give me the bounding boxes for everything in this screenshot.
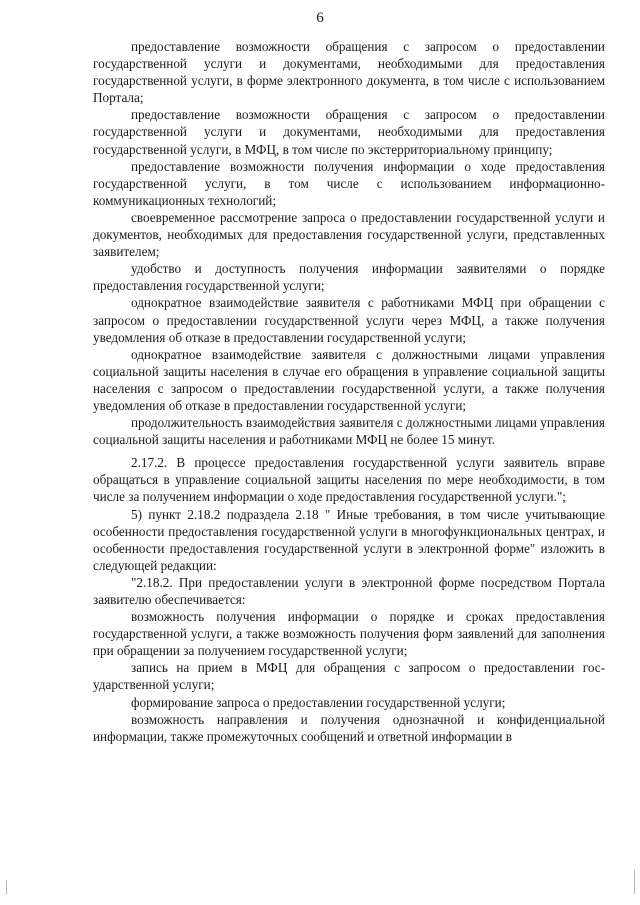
paragraph: продолжительность взаимодействия заявителя с должностными лицами управления социальной защиты населения и работниками МФЦ не более 15 минут. xyxy=(93,415,605,448)
scan-edge-mark xyxy=(634,870,635,894)
page-number: 6 xyxy=(316,10,324,26)
paragraph: 2.17.2. В процессе предоставления государственной услуги заявитель вправе обращаться в управление социальной защиты населения по мере необходимости, в том числе за получением информации о ходе предоставления государственной услуги."; xyxy=(93,455,605,505)
paragraph: удобство и доступность получения информации заявителями о порядке предоставления государственной услуги; xyxy=(93,261,605,294)
paragraph: возможность получения информации о порядке и сроках предоставления государственной услуги, а также возможность получения форм заявлений для заполнения при обращении за получением государственной услуги; xyxy=(93,609,605,659)
paragraph: однократное взаимодействие заявителя с должностными лицами управления социальной защиты населения в случае его обращения в управление социальной защиты населения с запросом о предоставлении государственной услуги, а также получения уведомления об отказе в предоставлении государственной услуги; xyxy=(93,346,605,413)
paragraph: возможность направления и получения однозначной и конфиденциальной информации, также промежуточных сообщений и ответной информации в xyxy=(93,711,605,744)
paragraph: предоставление возможности получения информации о ходе предоставления государственной услуги, в том числе с использованием информационно-коммуникационных технологий; xyxy=(93,158,605,208)
paragraph: предоставление возможности обращения с запросом о предоставлении государственной услуги и документами, необходимыми для предоставления государственной услуги, в форме электронного документа, в том числе с использованием Портала; xyxy=(93,39,605,106)
scan-edge-mark xyxy=(6,880,7,894)
paragraph: однократное взаимодействие заявителя с работниками МФЦ при обращении с запросом о предоставлении государственной услуги через МФЦ, а также получения уведомления об отказе в предоставлении государственной услуги; xyxy=(93,295,605,345)
paragraph: "2.18.2. При предоставлении услуги в электронной форме посредством Портала заявителю обеспечивается: xyxy=(93,574,605,607)
paragraph: формирование запроса о предоставлении государственной услуги; xyxy=(131,694,506,710)
paragraph: запись на прием в МФЦ для обращения с запросом о предоставлении государственной услуги; xyxy=(93,660,605,693)
paragraph: 5) пункт 2.18.2 подраздела 2.18 " Иные требования, в том числе учитывающие особенности предоставления государственной услуги в многофункциональных центрах, и особенности предоставления государственной услуги в электронной форме" изложить в следующей редакции: xyxy=(93,506,605,573)
paragraph: предоставление возможности обращения с запросом о предоставлении государственной услуги и документами, необходимыми для предоставления государственной услуги, в МФЦ, в том числе по экстерриториальному принципу; xyxy=(93,107,605,157)
document-body xyxy=(93,38,605,745)
paragraph: своевременное рассмотрение запроса о предоставлении государственной услуги и документов, необходимых для предоставления государственной услуги, представленных заявителем; xyxy=(93,209,605,260)
